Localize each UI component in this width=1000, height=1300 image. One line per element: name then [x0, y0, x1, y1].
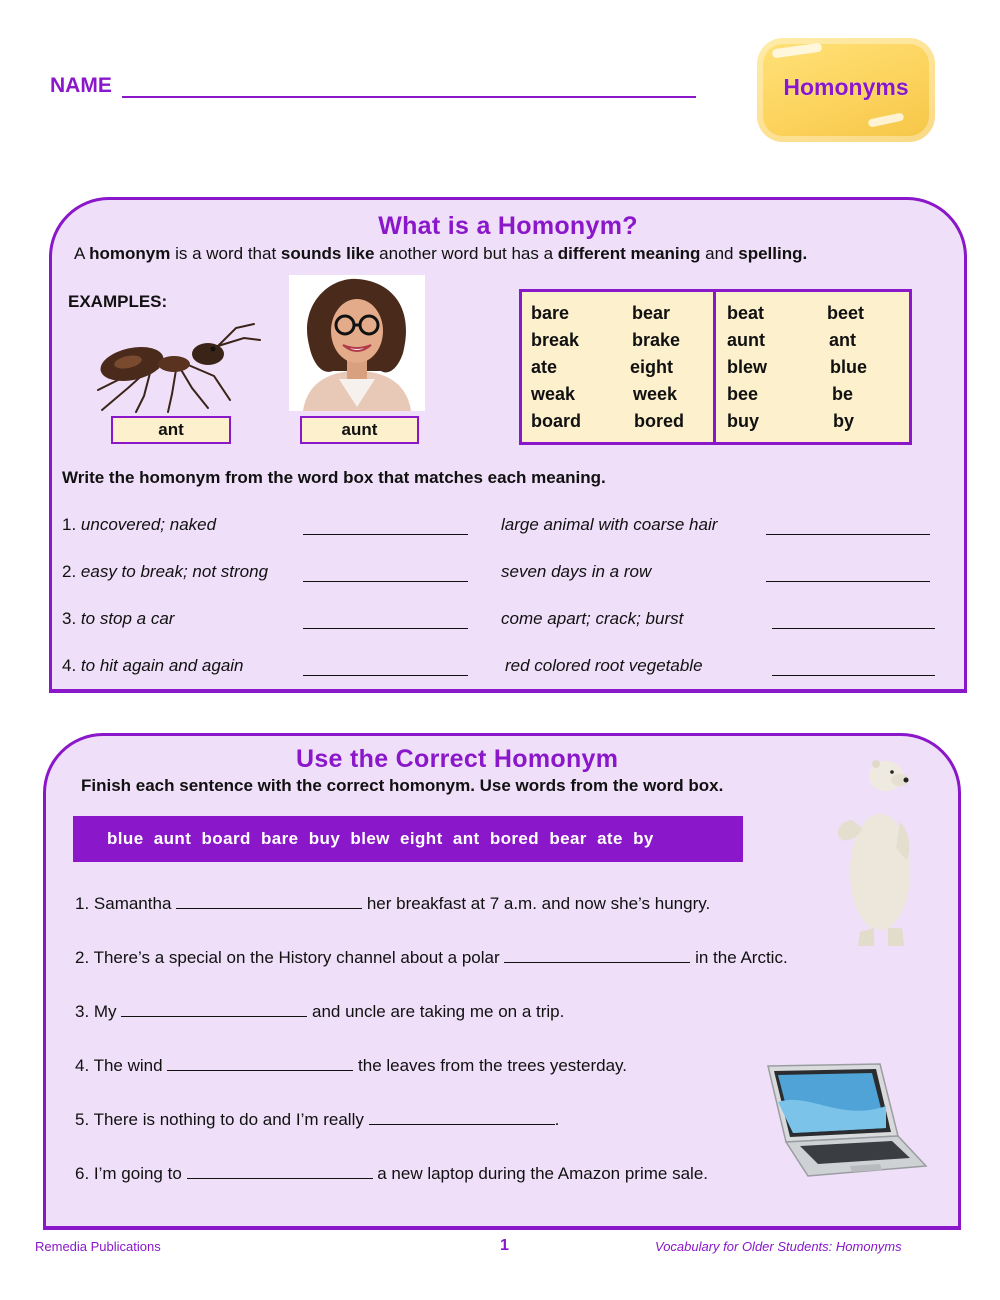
question-2: 2. easy to break; not strong	[62, 562, 269, 581]
answer-blank[interactable]	[772, 675, 935, 676]
question-8: red colored root vegetable	[505, 656, 703, 675]
examples-label: EXAMPLES:	[68, 292, 168, 311]
word-box-word: aunt	[727, 330, 765, 350]
word-box-word: blew	[727, 357, 768, 377]
badge-title: Homonyms	[783, 74, 909, 100]
definition-text: A homonym is a word that sounds like another word but has a different meaning and spelling.	[74, 244, 808, 263]
question-6: seven days in a row	[501, 562, 652, 581]
word-box-divider	[713, 289, 716, 445]
answer-blank[interactable]	[303, 675, 468, 676]
word-box-word: bored	[634, 411, 685, 431]
word-box-word: ate	[531, 357, 558, 377]
answer-blank[interactable]	[772, 628, 935, 629]
word-bank-text: blue aunt board bare buy blew eight ant bored bear ate by	[107, 829, 654, 848]
question-5: large animal with coarse hair	[501, 515, 718, 534]
sentence-blank[interactable]	[504, 949, 690, 963]
section2-title: Use the Correct Homonym	[296, 745, 619, 773]
sentence-blank[interactable]	[369, 1111, 555, 1125]
word-box-word: bear	[632, 303, 671, 323]
aunt-photo	[289, 275, 425, 411]
example-word-ant: ant	[111, 416, 231, 444]
word-box-word: be	[832, 384, 854, 404]
word-box-word: eight	[630, 357, 673, 377]
word-box-word: blue	[830, 357, 868, 377]
polar-bear-image	[830, 752, 920, 948]
word-box-word: beet	[827, 303, 865, 323]
word-bank	[73, 816, 743, 862]
word-box-word: weak	[531, 384, 576, 404]
word-box-word: buy	[727, 411, 760, 431]
footer-publisher: Remedia Publications	[35, 1239, 161, 1254]
sentence-blank[interactable]	[187, 1165, 373, 1179]
page-number: 1	[500, 1237, 509, 1254]
answer-blank[interactable]	[303, 581, 468, 582]
word-box-word: ant	[829, 330, 856, 350]
answer-blank[interactable]	[766, 581, 930, 582]
name-label: NAME	[50, 74, 112, 97]
word-box-word: by	[833, 411, 855, 431]
question-7: come apart; crack; burst	[501, 609, 684, 628]
word-box-word: break	[531, 330, 580, 350]
sentence-4: 4. The wind the leaves from the trees yesterday.	[75, 1056, 627, 1075]
footer-series: Vocabulary for Older Students: Homonyms	[655, 1239, 902, 1254]
question-4: 4. to hit again and again	[62, 656, 244, 675]
sentence-blank[interactable]	[121, 1003, 307, 1017]
section1-instruction: Write the homonym from the word box that matches each meaning.	[62, 468, 606, 487]
section1-title: What is a Homonym?	[378, 212, 638, 240]
sentence-3: 3. My and uncle are taking me on a trip.	[75, 1002, 565, 1021]
sentence-6: 6. I’m going to a new laptop during the Amazon prime sale.	[75, 1164, 708, 1183]
word-box-word: bee	[727, 384, 759, 404]
word-box-word: week	[633, 384, 678, 404]
name-line[interactable]	[122, 96, 696, 98]
sentence-1: 1. Samantha her breakfast at 7 a.m. and now she’s hungry.	[75, 894, 711, 913]
answer-blank[interactable]	[303, 628, 468, 629]
sentence-blank[interactable]	[167, 1057, 353, 1071]
laptop-image	[760, 1062, 928, 1178]
word-box-word: bare	[531, 303, 570, 323]
answer-blank[interactable]	[303, 534, 468, 535]
ant-image	[88, 318, 263, 414]
example-word-aunt: aunt	[300, 416, 419, 444]
sentence-2: 2. There’s a special on the History channel about a polar in the Arctic.	[75, 948, 788, 967]
sentence-5: 5. There is nothing to do and I’m really .	[75, 1110, 560, 1129]
word-box-word: beat	[727, 303, 765, 323]
section2-instruction: Finish each sentence with the correct homonym. Use words from the word box.	[81, 776, 724, 795]
answer-blank[interactable]	[766, 534, 930, 535]
question-3: 3. to stop a car	[62, 609, 175, 628]
word-box-word: brake	[632, 330, 681, 350]
word-box-word: board	[531, 411, 582, 431]
question-1: 1. uncovered; naked	[62, 515, 217, 534]
sentence-blank[interactable]	[176, 895, 362, 909]
